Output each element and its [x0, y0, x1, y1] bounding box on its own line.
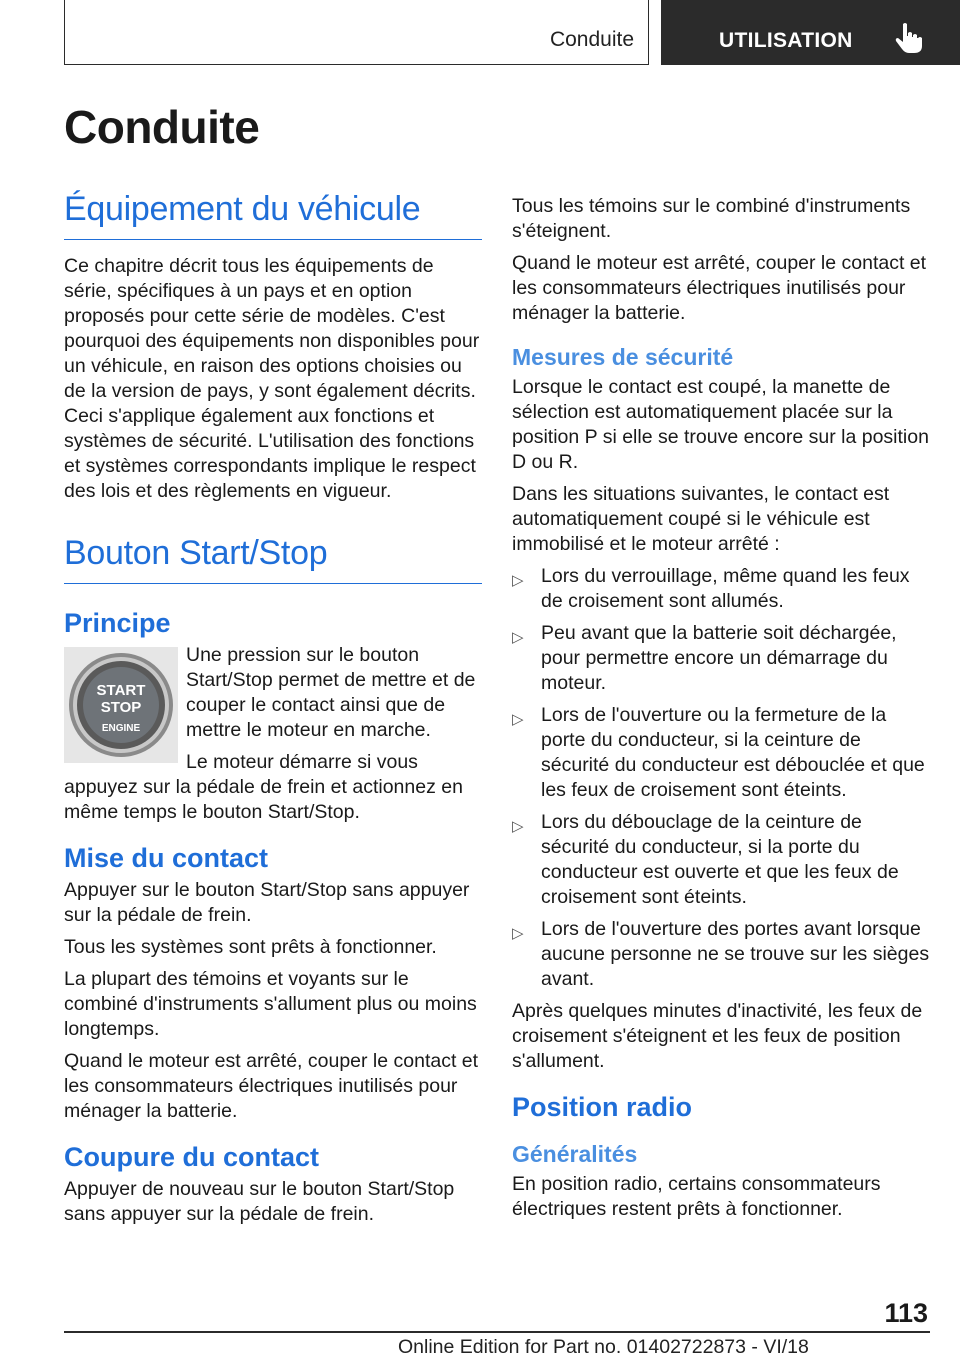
- heading-principe: Principe: [64, 608, 171, 638]
- start-stop-button-image: [64, 647, 178, 763]
- triangle-bullet-icon: ▷: [512, 925, 524, 942]
- header-chapter-box: [661, 0, 960, 65]
- heading-bouton-start-stop: Bouton Start/Stop: [64, 534, 482, 584]
- list-item: ▷ Peu avant que la batterie soit déchargée, pour permettre encore un démarrage du moteur.: [512, 622, 897, 694]
- heading-equipement: Équipement du véhicule: [64, 190, 482, 240]
- left-column: [64, 190, 482, 1234]
- principe-p2: Le moteur démarre si vous appuyez sur la pédale de frein et actionnez en même temps le bouton Start/Stop.: [64, 751, 463, 823]
- header-section-box: [64, 0, 649, 65]
- triangle-bullet-icon: ▷: [512, 572, 524, 589]
- heading-position-radio: Position radio: [512, 1092, 693, 1122]
- mise-p3: La plupart des témoins et voyants sur le combiné d'instruments s'allument plus ou moins longtemps.: [64, 968, 477, 1040]
- triangle-bullet-icon: ▷: [512, 818, 524, 835]
- principe-p1: Une pression sur le bouton Start/Stop permet de mettre et de couper le contact ainsi que de mettre le moteur en marche.: [186, 644, 476, 741]
- button-label-start: START: [96, 682, 146, 699]
- equipement-text: Ce chapitre décrit tous les équipements de série, spécifiques à un pays et en option proposés pour cette série de modèles. C'est pourquoi des équipements non disponibles pour un véhicule, en raison des options choisies ou de la version de pays, y sont également décrits. Ceci s'applique également aux fonctions et systèmes de sécurité. L'utilisation des fonctions et systèmes correspondants implique le respect des lois et des règlements en vigueur.: [64, 255, 480, 502]
- right-column: [512, 194, 930, 1229]
- heading-generalites: Généralités: [512, 1141, 638, 1167]
- header-section-title: Conduite: [549, 28, 634, 51]
- pointing-hand-icon: [894, 22, 924, 54]
- right-p1: Tous les témoins sur le combiné d'instruments s'éteignent.: [512, 195, 911, 242]
- mesures-p1: Lorsque le contact est coupé, la manette de sélection est automatiquement placée sur la position P si elle se trouve encore sur la position D ou R.: [512, 376, 929, 473]
- list-item: ▷ Lors de l'ouverture des portes avant lorsque aucune personne ne se trouve sur les sièges avant.: [512, 918, 930, 990]
- button-label-engine: ENGINE: [101, 723, 141, 734]
- heading-coupure-du-contact: Coupure du contact: [64, 1142, 319, 1172]
- mesures-p3: Après quelques minutes d'inactivité, les feux de croisement s'éteignent et les feux de position s'allument.: [512, 1000, 923, 1072]
- start-stop-engine-icon: [64, 647, 178, 763]
- heading-mise-du-contact: Mise du contact: [64, 843, 269, 873]
- list-item: ▷ Lors du verrouillage, même quand les feux de croisement sont allumés.: [512, 565, 910, 612]
- right-p2: Quand le moteur est arrêté, couper le contact et les consommateurs électriques inutilisés pour ménager la batterie.: [512, 252, 927, 324]
- coupure-p1: Appuyer de nouveau sur le bouton Start/Stop sans appuyer sur la pédale de frein.: [64, 1178, 455, 1225]
- mise-p1: Appuyer sur le bouton Start/Stop sans appuyer sur la pédale de frein.: [64, 879, 470, 926]
- page-title: Conduite: [64, 101, 260, 153]
- page-number: 113: [884, 1298, 928, 1328]
- heading-mesures-de-securite: Mesures de sécurité: [512, 344, 734, 370]
- mise-p2: Tous les systèmes sont prêts à fonctionner.: [64, 936, 437, 958]
- mesures-p2: Dans les situations suivantes, le contact est automatiquement coupé si le véhicule est immobilisé et le moteur arrêté :: [512, 483, 890, 555]
- footer-divider: [64, 1331, 930, 1333]
- generalites-p1: En position radio, certains consommateurs électriques restent prêts à fonctionner.: [512, 1173, 881, 1220]
- footer-edition: Online Edition for Part no. 01402722873 - VI/18: [398, 1336, 809, 1358]
- mise-p4: Quand le moteur est arrêté, couper le contact et les consommateurs électriques inutilisés pour ménager la batterie.: [64, 1050, 479, 1122]
- list-item: ▷ Lors du débouclage de la ceinture de sécurité du conducteur, si la porte du conducteur est ouverte et que les feux de croisement sont éteints.: [512, 811, 899, 908]
- situations-list: [512, 564, 930, 992]
- button-label-stop: STOP: [100, 699, 142, 716]
- triangle-bullet-icon: ▷: [512, 711, 524, 728]
- header-chapter-title: UTILISATION: [719, 29, 853, 52]
- triangle-bullet-icon: ▷: [512, 629, 524, 646]
- list-item: ▷ Lors de l'ouverture ou la fermeture de la porte du conducteur, si la ceinture de sécurité du conducteur est débouclée et que les feux de croisement sont éteints.: [512, 704, 925, 801]
